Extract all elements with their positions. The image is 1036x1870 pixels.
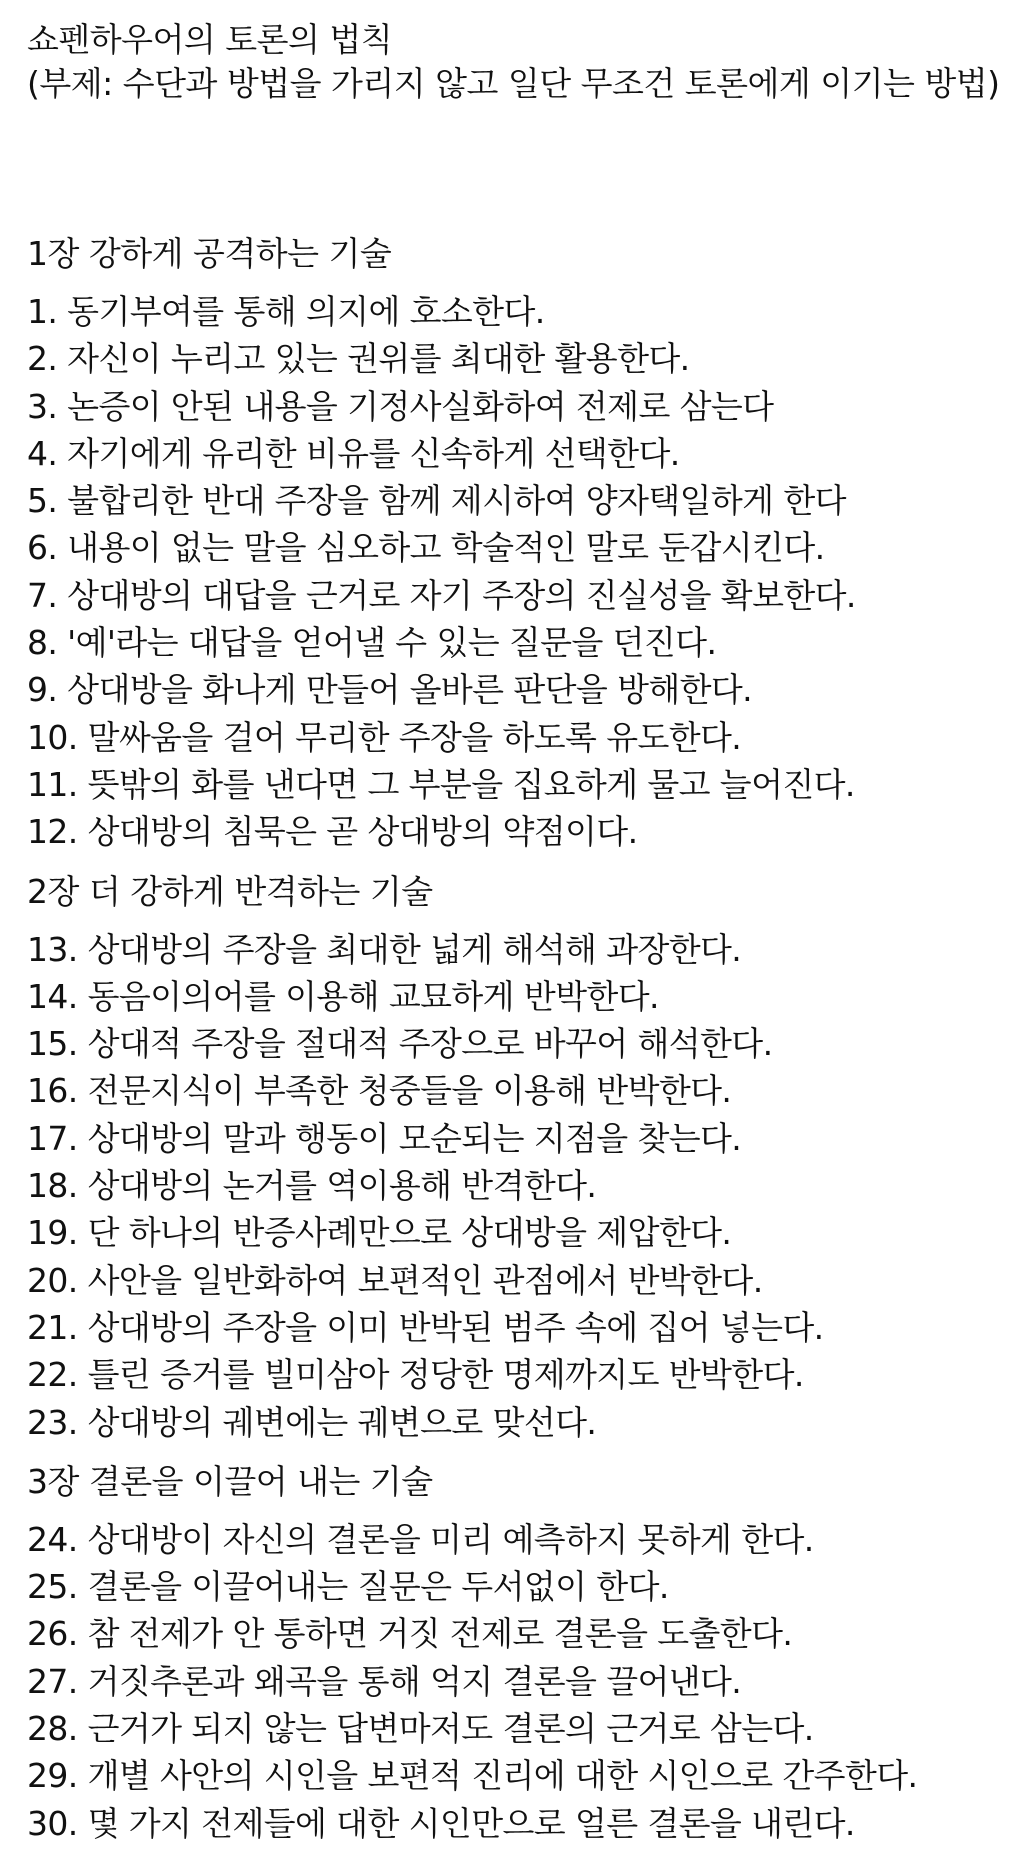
chapter-heading: 2장 더 강하게 반격하는 기술 xyxy=(27,871,433,911)
list-item: 3. 논증이 안된 내용을 기정사실화하여 전제로 삼는다 xyxy=(27,386,774,426)
list-item: 25. 결론을 이끌어내는 질문은 두서없이 한다. xyxy=(27,1567,669,1607)
list-item: 4. 자기에게 유리한 비유를 신속하게 선택한다. xyxy=(27,433,680,473)
list-item: 29. 개별 사안의 시인을 보편적 진리에 대한 시인으로 간주한다. xyxy=(27,1756,918,1796)
document-title: 쇼펜하우어의 토론의 법칙 xyxy=(27,20,393,59)
list-item: 2. 자신이 누리고 있는 권위를 최대한 활용한다. xyxy=(27,339,690,379)
list-item: 27. 거짓추론과 왜곡을 통해 억지 결론을 끌어낸다. xyxy=(27,1661,742,1701)
rule-list xyxy=(27,1516,1026,1847)
list-item: 14. 동음이의어를 이용해 교묘하게 반박한다. xyxy=(27,976,659,1016)
chapter-3 xyxy=(27,1460,1026,1847)
list-item: 12. 상대방의 침묵은 곧 상대방의 약점이다. xyxy=(27,812,638,852)
chapter-1 xyxy=(27,232,1026,856)
chapter-2 xyxy=(27,870,1026,1446)
list-item: 6. 내용이 없는 말을 심오하고 학술적인 말로 둔갑시킨다. xyxy=(27,528,825,568)
document-subtitle: (부제: 수단과 방법을 가리지 않고 일단 무조건 토론에게 이기는 방법) xyxy=(27,64,1000,103)
list-item: 1. 동기부여를 통해 의지에 호소한다. xyxy=(27,292,545,331)
list-item: 21. 상대방의 주장을 이미 반박된 범주 속에 집어 넣는다. xyxy=(27,1307,824,1347)
list-item: 20. 사안을 일반화하여 보편적인 관점에서 반박한다. xyxy=(27,1260,763,1300)
list-item: 19. 단 하나의 반증사례만으로 상대방을 제압한다. xyxy=(27,1213,732,1253)
rule-list xyxy=(27,288,1026,856)
list-item: 23. 상대방의 궤변에는 궤변으로 맞선다. xyxy=(27,1402,597,1442)
list-item: 11. 뜻밖의 화를 낸다면 그 부분을 집요하게 물고 늘어진다. xyxy=(27,764,855,804)
chapter-heading: 1장 강하게 공격하는 기술 xyxy=(27,234,392,273)
list-item: 28. 근거가 되지 않는 답변마저도 결론의 근거로 삼는다. xyxy=(27,1709,814,1749)
list-item: 8. '예'라는 대답을 얻어낼 수 있는 질문을 던진다. xyxy=(27,623,717,663)
list-item: 9. 상대방을 화나게 만들어 올바른 판단을 방해한다. xyxy=(27,670,753,710)
chapter-heading: 3장 결론을 이끌어 내는 기술 xyxy=(27,1461,433,1501)
document xyxy=(27,18,1026,1861)
list-item: 7. 상대방의 대답을 근거로 자기 주장의 진실성을 확보한다. xyxy=(27,575,856,615)
list-item: 26. 참 전제가 안 통하면 거짓 전제로 결론을 도출한다. xyxy=(27,1614,793,1654)
list-item: 17. 상대방의 말과 행동이 모순되는 지점을 찾는다. xyxy=(27,1118,742,1158)
list-item: 18. 상대방의 논거를 역이용해 반격한다. xyxy=(27,1166,597,1206)
list-item: 5. 불합리한 반대 주장을 함께 제시하여 양자택일하게 한다 xyxy=(27,481,846,521)
list-item: 16. 전문지식이 부족한 청중들을 이용해 반박한다. xyxy=(27,1071,732,1111)
list-item: 24. 상대방이 자신의 결론을 미리 예측하지 못하게 한다. xyxy=(27,1519,814,1559)
list-item: 30. 몇 가지 전제들에 대한 시인만으로 얼른 결론을 내린다. xyxy=(27,1803,855,1843)
list-item: 22. 틀린 증거를 빌미삼아 정당한 명제까지도 반박한다. xyxy=(27,1355,804,1395)
list-item: 10. 말싸움을 걸어 무리한 주장을 하도록 유도한다. xyxy=(27,717,742,757)
list-item: 13. 상대방의 주장을 최대한 넓게 해석해 과장한다. xyxy=(27,929,742,969)
list-item: 15. 상대적 주장을 절대적 주장으로 바꾸어 해석한다. xyxy=(27,1024,773,1064)
spacer xyxy=(27,106,1026,232)
rule-list xyxy=(27,926,1026,1446)
